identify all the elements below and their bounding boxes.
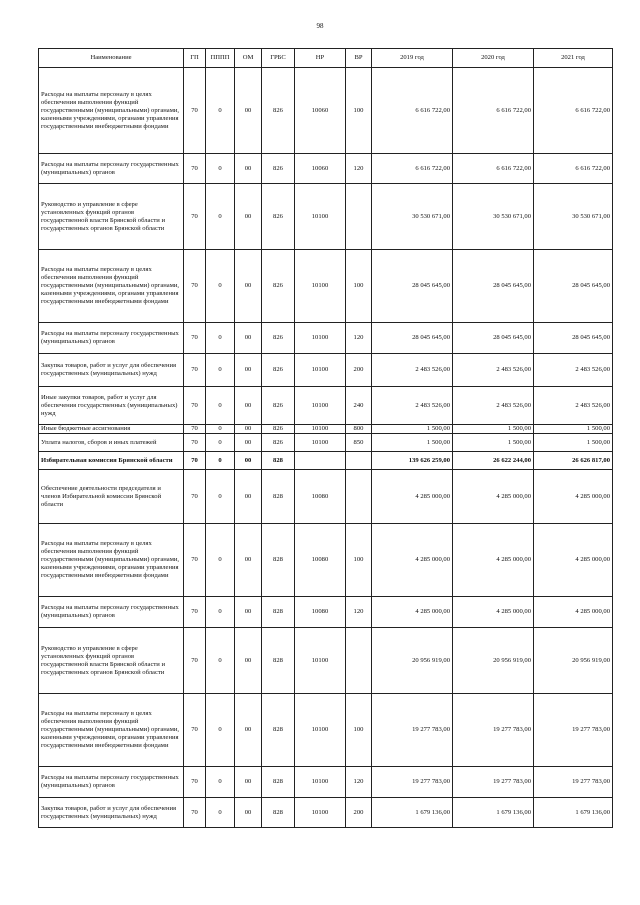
cell-gp: 70 [184,425,206,434]
cell-grbs: 828 [262,597,295,628]
cell-name: Иные закупки товаров, работ и услуг для обеспечения государственных (муниципальных) нужд [39,387,184,425]
cell-2020: 26 622 244,00 [453,452,534,470]
cell-grbs: 826 [262,250,295,323]
cell-nr: 10100 [295,425,346,434]
cell-vr: 200 [346,798,372,828]
cell-gp: 70 [184,524,206,597]
cell-om: 00 [235,470,262,524]
table-row [39,354,613,387]
cell-nr [295,452,346,470]
cell-om: 00 [235,184,262,250]
cell-nr: 10100 [295,354,346,387]
table-row [39,597,613,628]
cell-om: 00 [235,354,262,387]
cell-gp: 70 [184,470,206,524]
cell-2021: 4 285 000,00 [534,470,613,524]
cell-name: Расходы на выплаты персоналу государственных (муниципальных) органов [39,597,184,628]
cell-om: 00 [235,68,262,154]
header-vr: ВР [346,49,372,68]
cell-2021: 1 500,00 [534,425,613,434]
cell-pppp: 0 [206,798,235,828]
cell-2021: 19 277 783,00 [534,767,613,798]
cell-name: Расходы на выплаты персоналу в целях обеспечения выполнения функций государственными (муниципальными) органами, казенными учреждениями, органами управления государственными внебюджетными фондами [39,68,184,154]
cell-name: Расходы на выплаты персоналу в целях обеспечения выполнения функций государственными (муниципальными) органами, казенными учреждениями, органами управления государственными внебюджетными фондами [39,694,184,767]
cell-pppp: 0 [206,767,235,798]
cell-gp: 70 [184,323,206,354]
cell-pppp: 0 [206,524,235,597]
cell-2020: 4 285 000,00 [453,470,534,524]
cell-gp: 70 [184,184,206,250]
cell-2020: 19 277 783,00 [453,694,534,767]
cell-gp: 70 [184,387,206,425]
cell-nr: 10100 [295,434,346,452]
cell-nr: 10060 [295,154,346,184]
cell-vr: 120 [346,597,372,628]
cell-gp: 70 [184,767,206,798]
cell-nr: 10100 [295,798,346,828]
cell-om: 00 [235,524,262,597]
cell-2021: 6 616 722,00 [534,154,613,184]
header-nr: НР [295,49,346,68]
table-row [39,694,613,767]
header-2021: 2021 год [534,49,613,68]
cell-grbs: 828 [262,628,295,694]
cell-2020: 1 679 136,00 [453,798,534,828]
cell-2020: 28 045 645,00 [453,323,534,354]
cell-2020: 6 616 722,00 [453,154,534,184]
cell-2020: 20 956 919,00 [453,628,534,694]
cell-name: Закупка товаров, работ и услуг для обеспечения государственных (муниципальных) нужд [39,354,184,387]
table-header-row [39,49,613,68]
cell-om: 00 [235,798,262,828]
table-row [39,434,613,452]
cell-pppp: 0 [206,597,235,628]
cell-grbs: 828 [262,694,295,767]
cell-name: Уплата налогов, сборов и иных платежей [39,434,184,452]
cell-om: 00 [235,452,262,470]
header-name: Наименование [39,49,184,68]
cell-vr: 120 [346,323,372,354]
cell-om: 00 [235,154,262,184]
cell-nr: 10080 [295,470,346,524]
cell-vr: 800 [346,425,372,434]
cell-2019: 20 956 919,00 [372,628,453,694]
cell-nr: 10060 [295,68,346,154]
cell-2021: 30 530 671,00 [534,184,613,250]
cell-2020: 4 285 000,00 [453,524,534,597]
cell-om: 00 [235,767,262,798]
cell-grbs: 826 [262,434,295,452]
cell-nr: 10100 [295,387,346,425]
cell-vr: 100 [346,250,372,323]
cell-name: Руководство и управление в сфере установленных функций органов государственной власти Брянской области и государственных органов Брянской области [39,184,184,250]
cell-name: Закупка товаров, работ и услуг для обеспечения государственных (муниципальных) нужд [39,798,184,828]
cell-name: Расходы на выплаты персоналу в целях обеспечения выполнения функций государственными (муниципальными) органами, казенными учреждениями, органами управления государственными внебюджетными фондами [39,524,184,597]
cell-gp: 70 [184,250,206,323]
cell-pppp: 0 [206,434,235,452]
cell-nr: 10100 [295,694,346,767]
cell-2020: 4 285 000,00 [453,597,534,628]
table-row [39,628,613,694]
cell-2020: 6 616 722,00 [453,68,534,154]
cell-vr [346,184,372,250]
cell-2021: 28 045 645,00 [534,250,613,323]
cell-om: 00 [235,425,262,434]
table-row [39,798,613,828]
cell-vr: 850 [346,434,372,452]
table-row [39,184,613,250]
cell-2019: 139 626 259,00 [372,452,453,470]
cell-2019: 1 500,00 [372,425,453,434]
cell-name: Избирательная комиссия Брянской области [39,452,184,470]
cell-vr: 200 [346,354,372,387]
cell-gp: 70 [184,694,206,767]
cell-2019: 4 285 000,00 [372,597,453,628]
cell-om: 00 [235,628,262,694]
cell-om: 00 [235,387,262,425]
cell-2021: 2 483 526,00 [534,354,613,387]
cell-2019: 6 616 722,00 [372,68,453,154]
cell-2019: 2 483 526,00 [372,387,453,425]
cell-vr: 120 [346,154,372,184]
cell-nr: 10080 [295,524,346,597]
cell-pppp: 0 [206,425,235,434]
cell-gp: 70 [184,354,206,387]
cell-pppp: 0 [206,250,235,323]
table-row [39,452,613,470]
cell-2021: 4 285 000,00 [534,524,613,597]
cell-2020: 30 530 671,00 [453,184,534,250]
table-row [39,250,613,323]
cell-grbs: 826 [262,68,295,154]
cell-name: Обеспечение деятельности председателя и членов Избирательной комиссии Брянской области [39,470,184,524]
cell-2021: 4 285 000,00 [534,597,613,628]
cell-grbs: 826 [262,387,295,425]
cell-2019: 4 285 000,00 [372,524,453,597]
cell-pppp: 0 [206,470,235,524]
cell-pppp: 0 [206,154,235,184]
cell-name: Расходы на выплаты персоналу государственных (муниципальных) органов [39,323,184,354]
cell-2020: 2 483 526,00 [453,387,534,425]
cell-gp: 70 [184,68,206,154]
cell-grbs: 828 [262,767,295,798]
cell-pppp: 0 [206,452,235,470]
cell-pppp: 0 [206,68,235,154]
cell-pppp: 0 [206,323,235,354]
header-gp: ГП [184,49,206,68]
cell-om: 00 [235,250,262,323]
table-row [39,323,613,354]
cell-pppp: 0 [206,694,235,767]
cell-2020: 1 500,00 [453,425,534,434]
cell-name: Расходы на выплаты персоналу государственных (муниципальных) органов [39,767,184,798]
cell-name: Расходы на выплаты персоналу государственных (муниципальных) органов [39,154,184,184]
cell-vr: 100 [346,524,372,597]
cell-gp: 70 [184,628,206,694]
cell-pppp: 0 [206,387,235,425]
cell-nr: 10100 [295,323,346,354]
header-pppp: ПППП [206,49,235,68]
cell-2019: 6 616 722,00 [372,154,453,184]
header-om: ОМ [235,49,262,68]
cell-2021: 1 500,00 [534,434,613,452]
cell-grbs: 828 [262,524,295,597]
cell-gp: 70 [184,154,206,184]
cell-nr: 10100 [295,628,346,694]
table-row [39,767,613,798]
cell-2021: 20 956 919,00 [534,628,613,694]
cell-2019: 19 277 783,00 [372,694,453,767]
table-body [39,68,613,828]
cell-grbs: 828 [262,470,295,524]
table-row [39,425,613,434]
cell-2019: 1 679 136,00 [372,798,453,828]
budget-table [38,48,613,828]
cell-grbs: 826 [262,184,295,250]
cell-2021: 26 626 817,00 [534,452,613,470]
cell-2019: 1 500,00 [372,434,453,452]
cell-2021: 2 483 526,00 [534,387,613,425]
cell-name: Иные бюджетные ассигнования [39,425,184,434]
cell-2019: 30 530 671,00 [372,184,453,250]
cell-name: Расходы на выплаты персоналу в целях обеспечения выполнения функций государственными (муниципальными) органами, казенными учреждениями, органами управления государственными внебюджетными фондами [39,250,184,323]
cell-name: Руководство и управление в сфере установленных функций органов государственной власти Брянской области и государственных органов Брянской области [39,628,184,694]
cell-2021: 28 045 645,00 [534,323,613,354]
cell-2020: 2 483 526,00 [453,354,534,387]
header-2020: 2020 год [453,49,534,68]
cell-grbs: 826 [262,354,295,387]
cell-om: 00 [235,434,262,452]
cell-om: 00 [235,694,262,767]
cell-vr: 240 [346,387,372,425]
cell-nr: 10100 [295,250,346,323]
cell-om: 00 [235,323,262,354]
cell-2021: 6 616 722,00 [534,68,613,154]
table-row [39,154,613,184]
page-number: 98 [316,22,324,30]
cell-vr [346,628,372,694]
cell-grbs: 826 [262,323,295,354]
cell-gp: 70 [184,798,206,828]
cell-2021: 19 277 783,00 [534,694,613,767]
cell-gp: 70 [184,597,206,628]
cell-nr: 10100 [295,184,346,250]
cell-pppp: 0 [206,184,235,250]
table-row [39,387,613,425]
cell-vr [346,452,372,470]
cell-grbs: 828 [262,798,295,828]
cell-om: 00 [235,597,262,628]
cell-2019: 19 277 783,00 [372,767,453,798]
cell-nr: 10100 [295,767,346,798]
cell-nr: 10080 [295,597,346,628]
table-row [39,524,613,597]
table-row [39,68,613,154]
cell-2020: 28 045 645,00 [453,250,534,323]
cell-pppp: 0 [206,628,235,694]
cell-2019: 4 285 000,00 [372,470,453,524]
cell-vr: 100 [346,68,372,154]
cell-2020: 19 277 783,00 [453,767,534,798]
table-row [39,470,613,524]
header-grbs: ГРБС [262,49,295,68]
cell-vr [346,470,372,524]
cell-grbs: 826 [262,154,295,184]
cell-2020: 1 500,00 [453,434,534,452]
cell-2019: 28 045 645,00 [372,323,453,354]
cell-gp: 70 [184,434,206,452]
cell-2019: 2 483 526,00 [372,354,453,387]
cell-vr: 120 [346,767,372,798]
cell-gp: 70 [184,452,206,470]
cell-vr: 100 [346,694,372,767]
cell-grbs: 826 [262,425,295,434]
header-2019: 2019 год [372,49,453,68]
cell-2019: 28 045 645,00 [372,250,453,323]
cell-grbs: 828 [262,452,295,470]
cell-pppp: 0 [206,354,235,387]
cell-2021: 1 679 136,00 [534,798,613,828]
